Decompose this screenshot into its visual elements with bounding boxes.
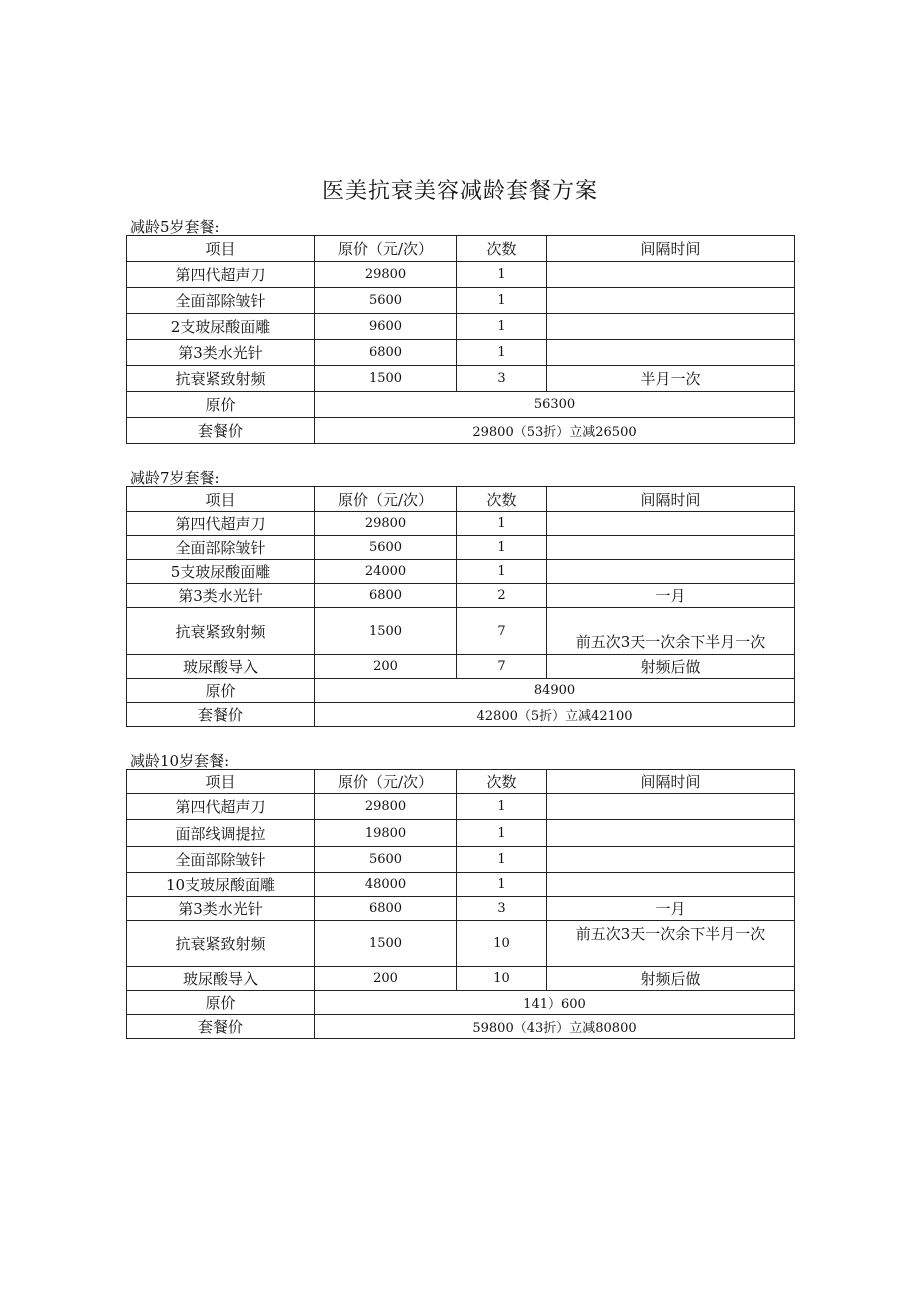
cell-price: 1500 (315, 608, 457, 655)
cell-interval: 前五次3天一次余下半月一次 (547, 608, 795, 655)
cell-item: 全面部除皱针 (127, 536, 315, 560)
table-row (127, 314, 795, 340)
table-row (127, 512, 795, 536)
cell-item: 面部线调提拉 (127, 820, 315, 847)
table-row (127, 873, 795, 897)
table-row (127, 288, 795, 314)
table-header-row (127, 770, 795, 794)
package-table-5 (126, 235, 795, 444)
package-label-10: 减龄10岁套餐: (130, 752, 230, 770)
cell-item: 抗衰紧致射频 (127, 366, 315, 392)
original-price-value: 84900 (315, 679, 795, 703)
cell-interval (547, 340, 795, 366)
table-row (127, 847, 795, 873)
original-price-row (127, 392, 795, 418)
cell-times: 1 (457, 340, 547, 366)
header-price: 原价（元/次） (315, 236, 457, 262)
header-times: 次数 (457, 487, 547, 512)
cell-price: 24000 (315, 560, 457, 584)
cell-price: 6800 (315, 340, 457, 366)
cell-item: 玻尿酸导入 (127, 655, 315, 679)
cell-interval (547, 536, 795, 560)
cell-price: 48000 (315, 873, 457, 897)
package-price-row (127, 1015, 795, 1039)
original-price-label: 原价 (127, 392, 315, 418)
cell-item: 全面部除皱针 (127, 847, 315, 873)
header-price: 原价（元/次） (315, 770, 457, 794)
cell-interval: 一月 (547, 584, 795, 608)
cell-times: 1 (457, 847, 547, 873)
package-price-row (127, 418, 795, 444)
original-price-label: 原价 (127, 679, 315, 703)
cell-price: 1500 (315, 366, 457, 392)
header-price: 原价（元/次） (315, 487, 457, 512)
cell-times: 1 (457, 512, 547, 536)
table-row (127, 536, 795, 560)
cell-interval (547, 262, 795, 288)
cell-price: 29800 (315, 512, 457, 536)
package-price-value: 59800（43折）立减80800 (315, 1015, 795, 1039)
cell-interval: 射频后做 (547, 967, 795, 991)
table-row (127, 584, 795, 608)
cell-interval: 半月一次 (547, 366, 795, 392)
cell-item: 玻尿酸导入 (127, 967, 315, 991)
cell-interval (547, 794, 795, 820)
cell-times: 1 (457, 314, 547, 340)
cell-times: 3 (457, 897, 547, 921)
cell-item: 第四代超声刀 (127, 262, 315, 288)
page-title: 医美抗衰美容减龄套餐方案 (321, 179, 598, 204)
package-label-5: 减龄5岁套餐: (130, 218, 220, 236)
cell-item: 第3类水光针 (127, 584, 315, 608)
cell-price: 9600 (315, 314, 457, 340)
table-row (127, 655, 795, 679)
cell-times: 10 (457, 967, 547, 991)
package-price-value: 29800（53折）立减26500 (315, 418, 795, 444)
package-price-label: 套餐价 (127, 703, 315, 727)
cell-times: 1 (457, 873, 547, 897)
header-item: 项目 (127, 236, 315, 262)
package-price-value: 42800（5折）立减42100 (315, 703, 795, 727)
cell-interval (547, 820, 795, 847)
cell-interval (547, 847, 795, 873)
table-row (127, 560, 795, 584)
cell-item: 5支玻尿酸面雕 (127, 560, 315, 584)
cell-item: 全面部除皱针 (127, 288, 315, 314)
cell-price: 29800 (315, 794, 457, 820)
cell-times: 1 (457, 536, 547, 560)
package-label-7: 减龄7岁套餐: (130, 469, 220, 487)
header-item: 项目 (127, 770, 315, 794)
cell-interval (547, 560, 795, 584)
header-times: 次数 (457, 236, 547, 262)
cell-times: 1 (457, 288, 547, 314)
table-row (127, 794, 795, 820)
table-row (127, 967, 795, 991)
package-price-row (127, 703, 795, 727)
cell-times: 10 (457, 921, 547, 967)
header-item: 项目 (127, 487, 315, 512)
cell-times: 7 (457, 608, 547, 655)
table-row (127, 921, 795, 967)
original-price-row (127, 991, 795, 1015)
table-row (127, 262, 795, 288)
cell-times: 3 (457, 366, 547, 392)
cell-price: 5600 (315, 847, 457, 873)
cell-item: 第3类水光针 (127, 897, 315, 921)
cell-times: 1 (457, 560, 547, 584)
header-interval: 间隔时间 (547, 770, 795, 794)
header-times: 次数 (457, 770, 547, 794)
cell-item: 第四代超声刀 (127, 512, 315, 536)
table-row (127, 608, 795, 655)
original-price-label: 原价 (127, 991, 315, 1015)
package-price-label: 套餐价 (127, 1015, 315, 1039)
cell-interval: 一月 (547, 897, 795, 921)
cell-price: 5600 (315, 536, 457, 560)
cell-times: 2 (457, 584, 547, 608)
cell-times: 7 (457, 655, 547, 679)
header-interval: 间隔时间 (547, 236, 795, 262)
cell-times: 1 (457, 794, 547, 820)
table-row (127, 897, 795, 921)
cell-price: 19800 (315, 820, 457, 847)
cell-item: 抗衰紧致射频 (127, 608, 315, 655)
cell-price: 200 (315, 967, 457, 991)
cell-price: 200 (315, 655, 457, 679)
cell-interval: 射频后做 (547, 655, 795, 679)
table-row (127, 366, 795, 392)
cell-item: 10支玻尿酸面雕 (127, 873, 315, 897)
cell-times: 1 (457, 820, 547, 847)
original-price-row (127, 679, 795, 703)
cell-interval (547, 512, 795, 536)
cell-times: 1 (457, 262, 547, 288)
cell-interval (547, 314, 795, 340)
cell-interval (547, 873, 795, 897)
cell-price: 6800 (315, 897, 457, 921)
cell-price: 1500 (315, 921, 457, 967)
cell-interval: 前五次3天一次余下半月一次 (547, 921, 795, 967)
header-interval: 间隔时间 (547, 487, 795, 512)
cell-item: 2支玻尿酸面雕 (127, 314, 315, 340)
table-row (127, 340, 795, 366)
table-header-row (127, 487, 795, 512)
table-row (127, 820, 795, 847)
package-price-label: 套餐价 (127, 418, 315, 444)
package-table-10 (126, 769, 795, 1039)
cell-item: 抗衰紧致射频 (127, 921, 315, 967)
cell-item: 第3类水光针 (127, 340, 315, 366)
cell-interval (547, 288, 795, 314)
original-price-value: 141）600 (315, 991, 795, 1015)
cell-price: 6800 (315, 584, 457, 608)
cell-item: 第四代超声刀 (127, 794, 315, 820)
original-price-value: 56300 (315, 392, 795, 418)
package-table-7 (126, 486, 795, 727)
cell-price: 29800 (315, 262, 457, 288)
table-header-row (127, 236, 795, 262)
cell-price: 5600 (315, 288, 457, 314)
